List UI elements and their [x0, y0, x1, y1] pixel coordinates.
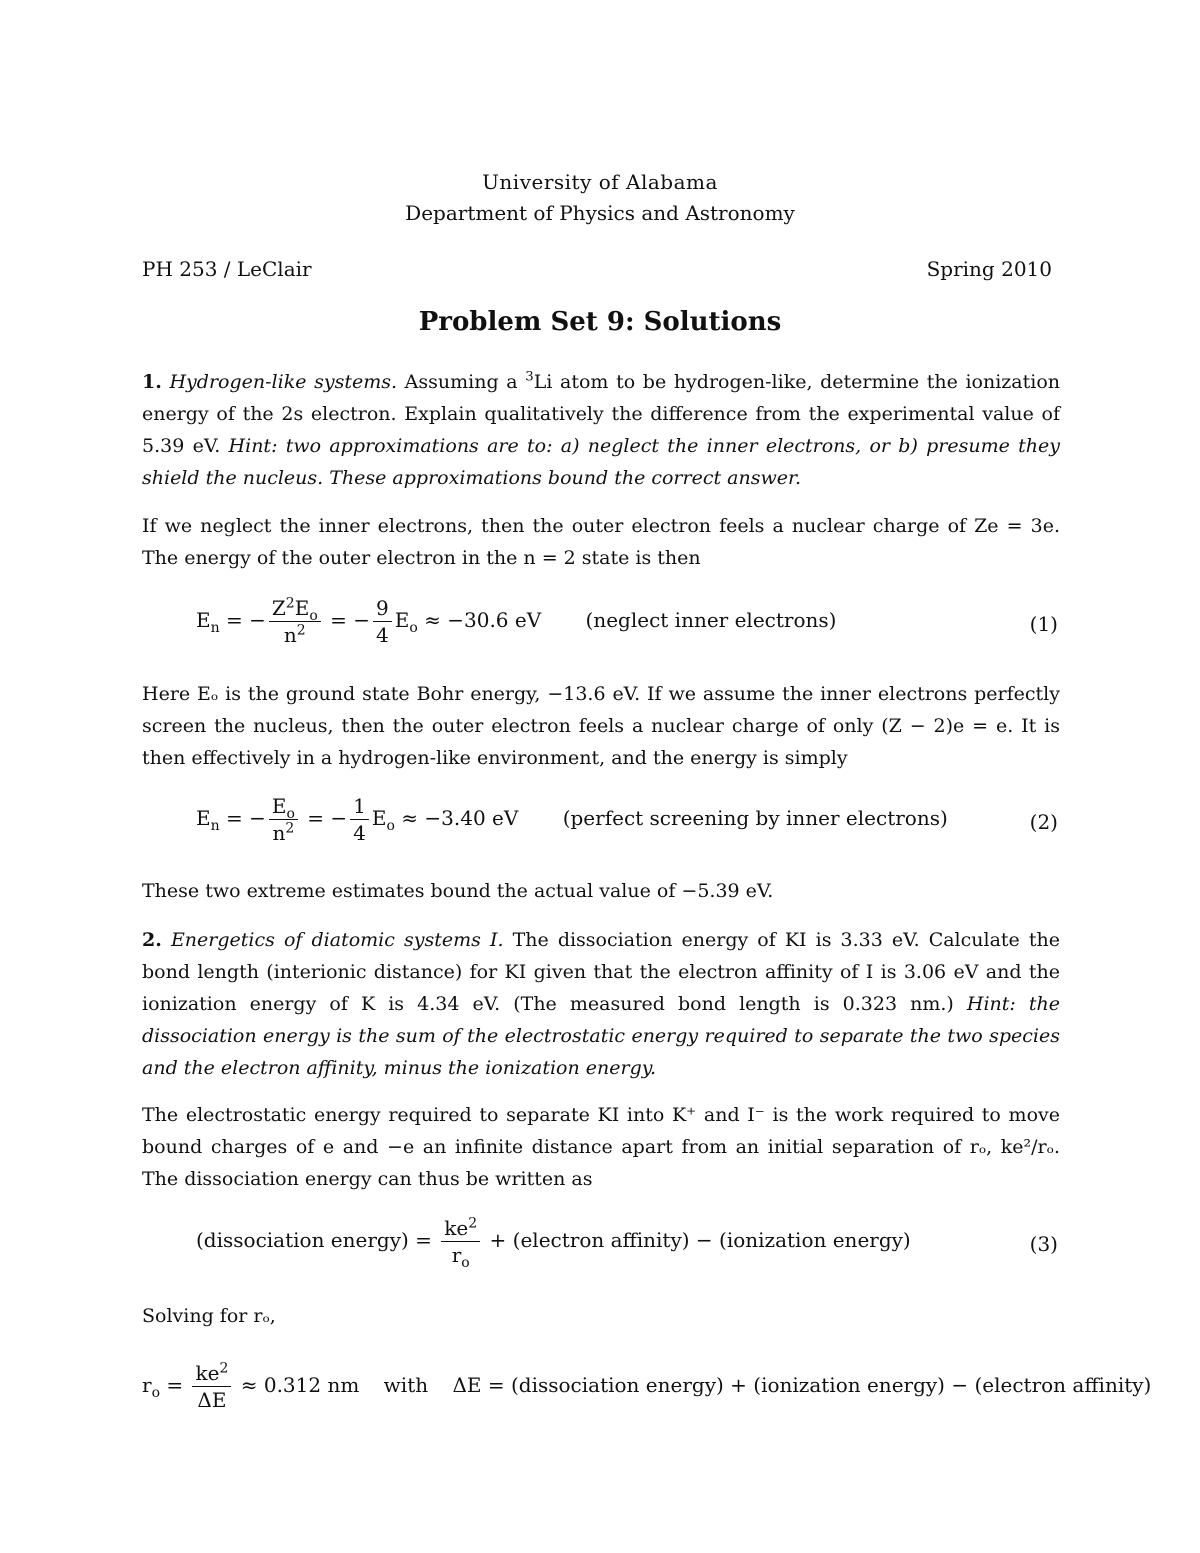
- term-label: Spring 2010: [926, 257, 1052, 281]
- department-name: Department of Physics and Astronomy: [405, 201, 795, 225]
- equation-1: $E_n$ = − $\frac{Z^2E_o}{n^2}$ = − $\frac{9}{4}$ $E_o \approx -30.6$ eV (neglect inner electrons): [196, 595, 837, 647]
- eq1-result: ≈ −30.6 eV: [424, 608, 542, 632]
- problem2-number: 2.: [142, 929, 162, 951]
- eq3-number: (3): [1029, 1232, 1058, 1256]
- problem2-text: The dissociation energy of KI is 3.33 eV. Calculate the bond length (interionic distance) for KI given that the electron affinity of I is 3.06 eV and the ionization energy of K is 4.34 eV. (The measured bond length is 0.323 nm.): [142, 929, 1060, 1015]
- problem1-number: 1.: [142, 371, 162, 393]
- eq3-rhs: + (electron affinity) − (ionization energy): [489, 1228, 911, 1252]
- problem1-statement: [142, 366, 1060, 494]
- eq4-delta: ΔE = (dissociation energy) + (ionization energy) − (electron affinity): [452, 1373, 1152, 1397]
- problem1-paragraph-2: Here Eₒ is the ground state Bohr energy, −13.6 eV. If we assume the inner electrons perfectly screen the nucleus, then the outer electron feels a nuclear charge of only (Z − 2)e = e. It is then effectively in a hydrogen-like environment, and the energy is simply: [142, 683, 1060, 769]
- problem2-paragraph-1: The electrostatic energy required to separate KI into K⁺ and I⁻ is the work required to move bound charges of e and −e an infinite distance apart from an initial separation of rₒ, ke²/rₒ. The dissociation energy can thus be written as: [142, 1104, 1060, 1190]
- eq2-number: (2): [1029, 810, 1058, 834]
- eq2-note: (perfect screening by inner electrons): [562, 806, 948, 830]
- problem1-paragraph-1: If we neglect the inner electrons, then the outer electron feels a nuclear charge of Ze = 3e. The energy of the outer electron in the n = 2 state is then: [142, 515, 1060, 569]
- university-name: University of Alabama: [482, 170, 718, 194]
- eq1-note: (neglect inner electrons): [585, 608, 837, 632]
- course-label: PH 253 / LeClair: [142, 257, 312, 281]
- problem2-topic: Energetics of diatomic systems I.: [170, 929, 504, 951]
- equation-3: (dissociation energy) = $\frac{ke^2}{r_o}$ + (electron affinity) − (ionization energy): [196, 1215, 911, 1271]
- page-title: Problem Set 9: Solutions: [418, 307, 782, 337]
- eq1-number: (1): [1029, 612, 1058, 636]
- equation-4: $r_o$ = $\frac{ke^2}{\Delta E}$ ≈ 0.312 nm with ΔE = (dissociation energy) + (ionization energy) − (electron affinity): [142, 1360, 1152, 1412]
- problem2-hint: Hint: the dissociation energy is the sum of the electrostatic energy required to separate the two species and the electron affinity, minus the ionization energy.: [142, 993, 1060, 1079]
- eq2-result: ≈ −3.40 eV: [401, 806, 519, 830]
- eq3-lhs: (dissociation energy) =: [196, 1228, 432, 1252]
- equation-2: $E_n$ = − $\frac{E_o}{n^2}$ = − $\frac{1}{4}$ $E_o \approx -3.40$ eV (perfect screening by inner electrons): [196, 794, 948, 845]
- eq4-result: ≈ 0.312 nm: [240, 1373, 360, 1397]
- problem1-topic: Hydrogen-like systems.: [169, 371, 398, 393]
- eq4-with: with: [383, 1373, 429, 1397]
- isotope-mass: 3: [525, 369, 534, 385]
- problem1-text-b: Li atom to be hydrogen-like, determine the ionization energy of the 2s electron. Explain qualitatively the difference from the experimental value of 5.39 eV.: [142, 371, 1061, 457]
- problem2-statement: [142, 924, 1060, 1084]
- problem1-hint: Hint: two approximations are to: a) neglect the inner electrons, or b) presume they shield the nucleus. These approximations bound the correct answer.: [142, 435, 1060, 489]
- problem2-paragraph-2: Solving for rₒ,: [142, 1305, 276, 1327]
- problem1-text-a: Assuming a: [404, 371, 526, 393]
- problem1-paragraph-3: These two extreme estimates bound the actual value of −5.39 eV.: [142, 880, 774, 902]
